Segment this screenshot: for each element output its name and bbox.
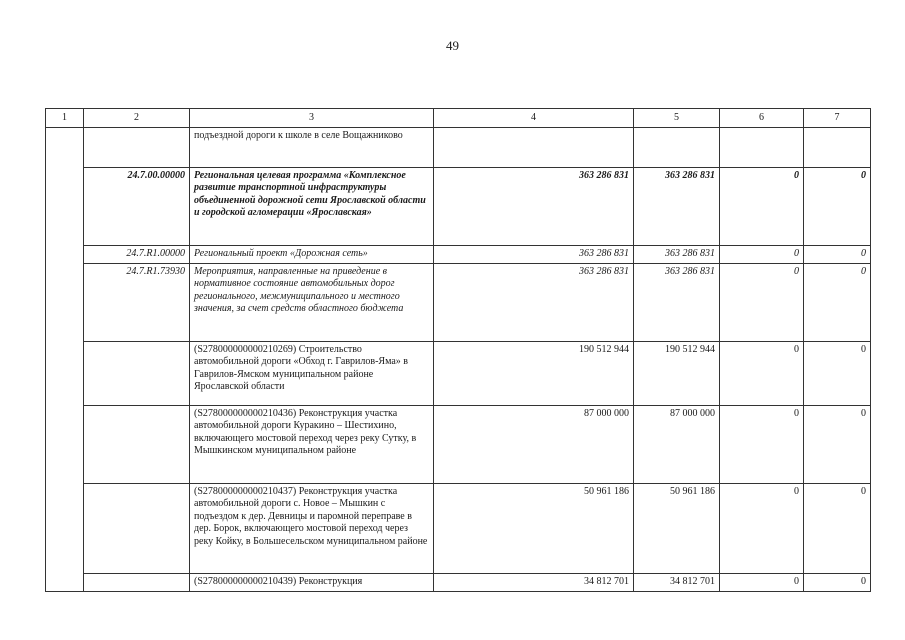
value-cell-7: 0 — [804, 406, 871, 484]
value-cell-5: 363 286 831 — [634, 168, 720, 246]
value-cell-4: 363 286 831 — [434, 168, 634, 246]
name-cell: Мероприятия, направленные на приведение в нормативное состояние автомобильных дорог регионального, межмуниципального и местного значения, за счет средств областного бюджета — [190, 264, 434, 342]
value-cell-4: 50 961 186 — [434, 484, 634, 574]
column-number: 4 — [434, 109, 634, 128]
column-number: 3 — [190, 109, 434, 128]
name-cell: Региональная целевая программа «Комплексное развитие транспортной инфраструктуры объединенной дорожной сети Ярославской области и городской агломерации «Ярославская» — [190, 168, 434, 246]
value-cell-6: 0 — [720, 484, 804, 574]
name-cell: (S278000000000210437) Реконструкция участка автомобильной дороги с. Новое – Мышкин с подъездом к дер. Девницы и паромной переправе в дер. Борок, включающего мостовой переход через реку Койку, в Большесельском муниципальном районе — [190, 484, 434, 574]
value-cell-6: 0 — [720, 246, 804, 264]
value-cell-7: 0 — [804, 264, 871, 342]
code-cell: 24.7.00.00000 — [84, 168, 190, 246]
value-cell-5: 363 286 831 — [634, 246, 720, 264]
code-cell: 24.7.R1.00000 — [84, 246, 190, 264]
table-row — [46, 264, 871, 342]
value-cell-4: 190 512 944 — [434, 342, 634, 406]
budget-table — [45, 108, 871, 592]
value-cell-7 — [804, 128, 871, 168]
table-row — [46, 246, 871, 264]
table-row — [46, 574, 871, 592]
value-cell-6: 0 — [720, 264, 804, 342]
column-1-cell — [46, 128, 84, 592]
name-cell: (S278000000000210269) Строительство автомобильной дороги «Обход г. Гаврилов-Яма» в Гаврилов-Ямском муниципальном районе Ярославской области — [190, 342, 434, 406]
value-cell-6: 0 — [720, 342, 804, 406]
value-cell-5: 34 812 701 — [634, 574, 720, 592]
value-cell-5 — [634, 128, 720, 168]
column-number: 1 — [46, 109, 84, 128]
code-cell — [84, 406, 190, 484]
page-number: 49 — [446, 38, 459, 53]
value-cell-5: 50 961 186 — [634, 484, 720, 574]
column-number: 2 — [84, 109, 190, 128]
column-number: 5 — [634, 109, 720, 128]
table-row — [46, 406, 871, 484]
column-number-row — [46, 109, 871, 128]
column-number: 6 — [720, 109, 804, 128]
code-cell — [84, 342, 190, 406]
value-cell-4: 34 812 701 — [434, 574, 634, 592]
value-cell-4: 87 000 000 — [434, 406, 634, 484]
value-cell-4: 363 286 831 — [434, 246, 634, 264]
value-cell-6: 0 — [720, 574, 804, 592]
name-cell: (S278000000000210439) Реконструкция — [190, 574, 434, 592]
code-cell: 24.7.R1.73930 — [84, 264, 190, 342]
value-cell-7: 0 — [804, 342, 871, 406]
code-cell — [84, 128, 190, 168]
column-number: 7 — [804, 109, 871, 128]
name-cell: (S278000000000210436) Реконструкция участка автомобильной дороги Куракино – Шестихино, включающего мостовой переход через реку Сутку, в Мышкинском муниципальном районе — [190, 406, 434, 484]
value-cell-6: 0 — [720, 406, 804, 484]
table-row — [46, 128, 871, 168]
value-cell-6: 0 — [720, 168, 804, 246]
code-cell — [84, 574, 190, 592]
name-cell: Региональный проект «Дорожная сеть» — [190, 246, 434, 264]
value-cell-7: 0 — [804, 168, 871, 246]
value-cell-6 — [720, 128, 804, 168]
value-cell-7: 0 — [804, 574, 871, 592]
value-cell-5: 190 512 944 — [634, 342, 720, 406]
table-row — [46, 342, 871, 406]
value-cell-4 — [434, 128, 634, 168]
table-row — [46, 168, 871, 246]
value-cell-5: 363 286 831 — [634, 264, 720, 342]
value-cell-4: 363 286 831 — [434, 264, 634, 342]
value-cell-5: 87 000 000 — [634, 406, 720, 484]
value-cell-7: 0 — [804, 484, 871, 574]
code-cell — [84, 484, 190, 574]
name-cell: подъездной дороги к школе в селе Вощажниково — [190, 128, 434, 168]
table-row — [46, 484, 871, 574]
value-cell-7: 0 — [804, 246, 871, 264]
